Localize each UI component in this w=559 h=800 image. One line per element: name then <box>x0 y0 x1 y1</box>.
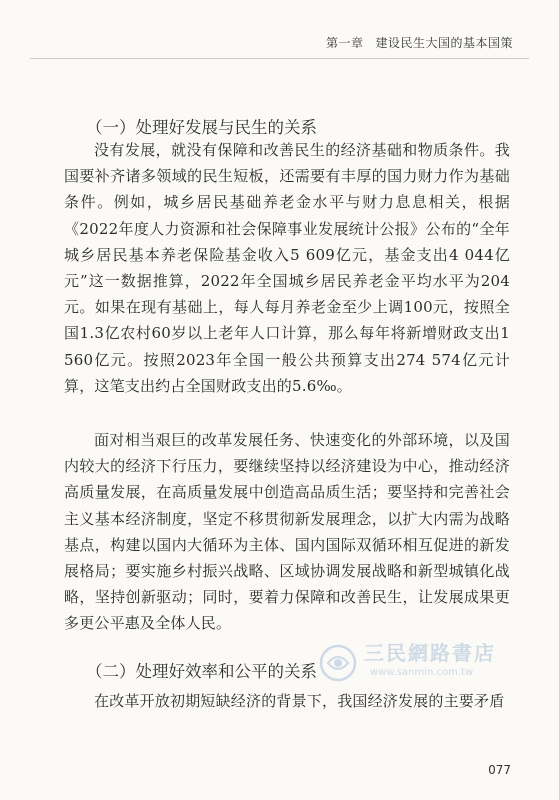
body-paragraph-1: 没有发展，就没有保障和改善民生的经济基础和物质条件。我国要补齐诸多领域的民生短板，还需要有丰厚的国力财力作为基础条件。例如，城乡居民基础养老金水平与财力息息相关，根据《2022年度人力资源和社会保障事业发展统计公报》公布的“全年城乡居民基本养老保险基金收入5 609亿元，基金支出4 044亿元”这一数据推算，2022年全国城乡居民养老金平均水平为204元。如果在现有基础上，每人每月养老金至少上调100元，按照全国1.3亿农村60岁以上老年人口计算，那么每年将新增财政支出1 560亿元。按照2023年全国一般公共预算支出274 574亿元计算，这笔支出约占全国财政支出的5.6‰。 <box>64 141 510 395</box>
body-paragraph-3: 在改革开放初期短缺经济的背景下，我国经济发展的主要矛盾 <box>94 692 505 710</box>
watermark-url: www.sanmin.com.tw <box>370 667 474 678</box>
bookstore-logo-icon <box>318 643 358 683</box>
section-heading-2: （二）处理好效率和公平的关系 <box>86 662 317 681</box>
section-heading-1: （一）处理好发展与民生的关系 <box>86 118 317 137</box>
page-number: 077 <box>488 763 511 777</box>
header-rule <box>30 58 529 59</box>
chapter-label: 第一章 <box>325 36 364 50</box>
body-paragraph-2: 面对相当艰巨的改革发展任务、快速变化的外部环境，以及国内较大的经济下行压力，要继续坚持以经济建设为中心，推动经济高质量发展，在高质量发展中创造高品质生活；要坚持和完善社会主义基本经济制度，坚定不移贯彻新发展理念，以扩大内需为战略基点，构建以国内大循环为主体、国内国际双循环相互促进的新发展格局；要实施乡村振兴战略、区域协调发展战略和新型城镇化战略，坚持创新驱动；同时，要着力保障和改善民生，让发展成果更多更公平惠及全体人民。 <box>64 431 510 633</box>
watermark-name: 三民網路書店 <box>364 641 496 665</box>
running-header <box>326 34 513 51</box>
watermark <box>318 637 498 695</box>
chapter-title: 建设民生大国的基本国策 <box>375 36 513 50</box>
